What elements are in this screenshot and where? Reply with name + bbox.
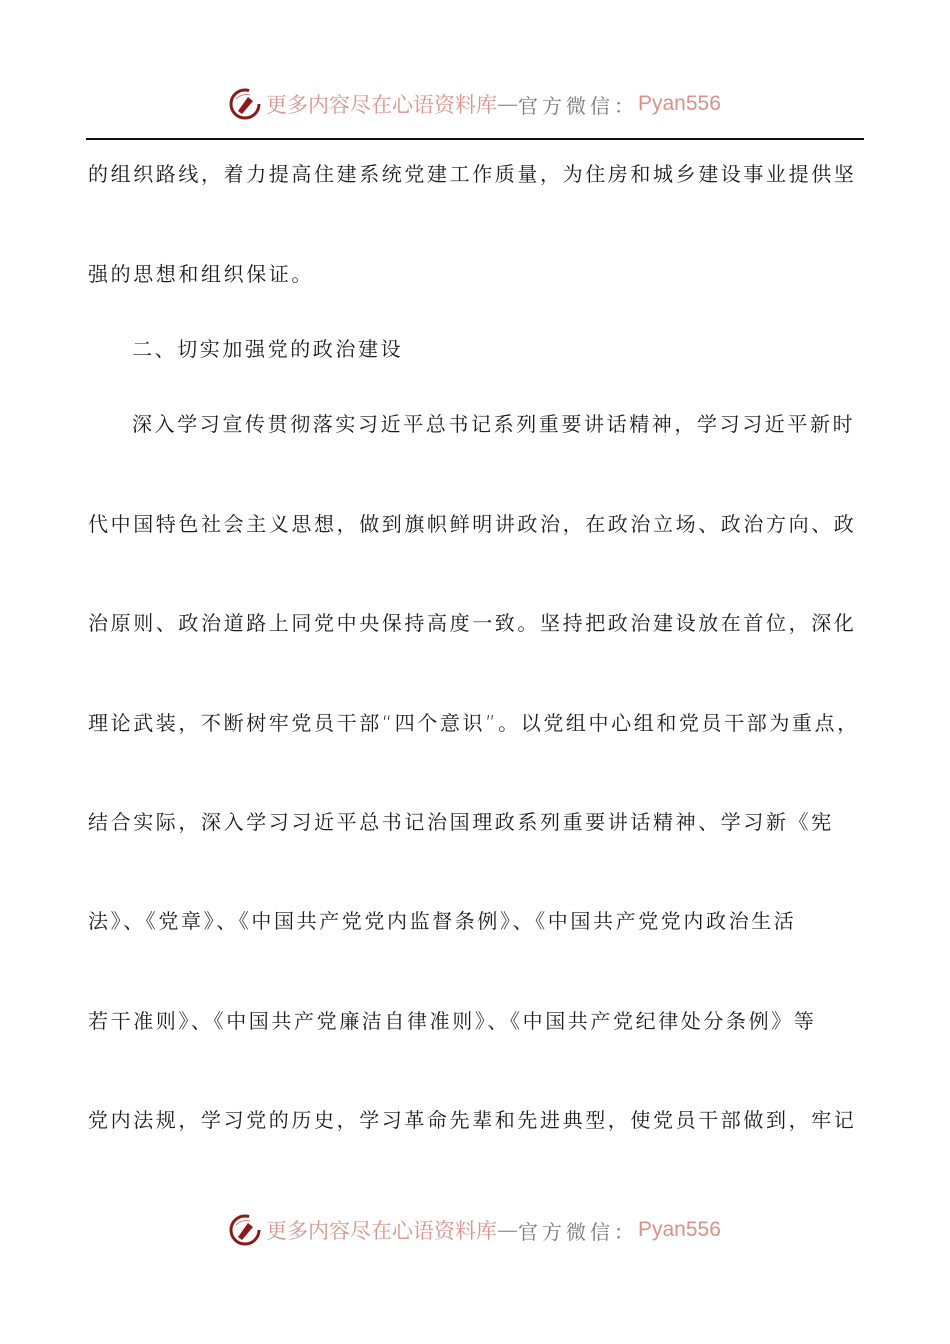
- body-line: 法》、《党章》、《中国共产党党内监督条例》、《中国共产党党内政治生活: [88, 909, 797, 933]
- header-divider: [86, 138, 864, 140]
- body-line: 代中国特色社会主义思想，做到旗帜鲜明讲政治，在政治立场、政治方向、政: [88, 512, 857, 536]
- banner-wechat-label: 官方微信：: [518, 93, 638, 118]
- header-banner: [228, 84, 721, 124]
- body-line: 治原则、政治道路上同党中央保持高度一致。坚持把政治建设放在首位，深化: [88, 611, 857, 635]
- pen-nib-logo-icon: [228, 87, 262, 121]
- footer-banner: [228, 1210, 721, 1250]
- banner-main-text: 更多内容尽在心语资料库: [266, 1219, 497, 1243]
- body-line: 若干准则》、《中国共产党廉洁自律准则》、《中国共产党纪律处分条例》等: [88, 1009, 817, 1033]
- pen-nib-logo-icon: [228, 1213, 262, 1247]
- body-line: 的组织路线，着力提高住建系统党建工作质量，为住房和城乡建设事业提供坚: [88, 162, 857, 186]
- banner-wechat-label: 官方微信：: [518, 1219, 638, 1244]
- banner-dash: —: [497, 1218, 518, 1242]
- section-heading: 二、切实加强党的政治建设: [132, 337, 404, 361]
- body-line: 深入学习宣传贯彻落实习近平总书记系列重要讲话精神，学习习近平新时: [132, 412, 856, 436]
- body-line: 强的思想和组织保证。: [88, 262, 314, 286]
- banner-wechat-id: Pyan556: [638, 1218, 721, 1241]
- body-line: 理论武装，不断树牢党员干部“四个意识”。以党组中心组和党员干部为重点，: [88, 711, 860, 735]
- banner-main-text: 更多内容尽在心语资料库: [266, 93, 497, 117]
- body-line: 党内法规，学习党的历史，学习革命先辈和先进典型，使党员干部做到，牢记: [88, 1108, 857, 1132]
- body-line: 结合实际，深入学习习近平总书记治国理政系列重要讲话精神、学习新《宪: [88, 810, 834, 834]
- banner-dash: —: [497, 92, 518, 116]
- banner-wechat-id: Pyan556: [638, 92, 721, 115]
